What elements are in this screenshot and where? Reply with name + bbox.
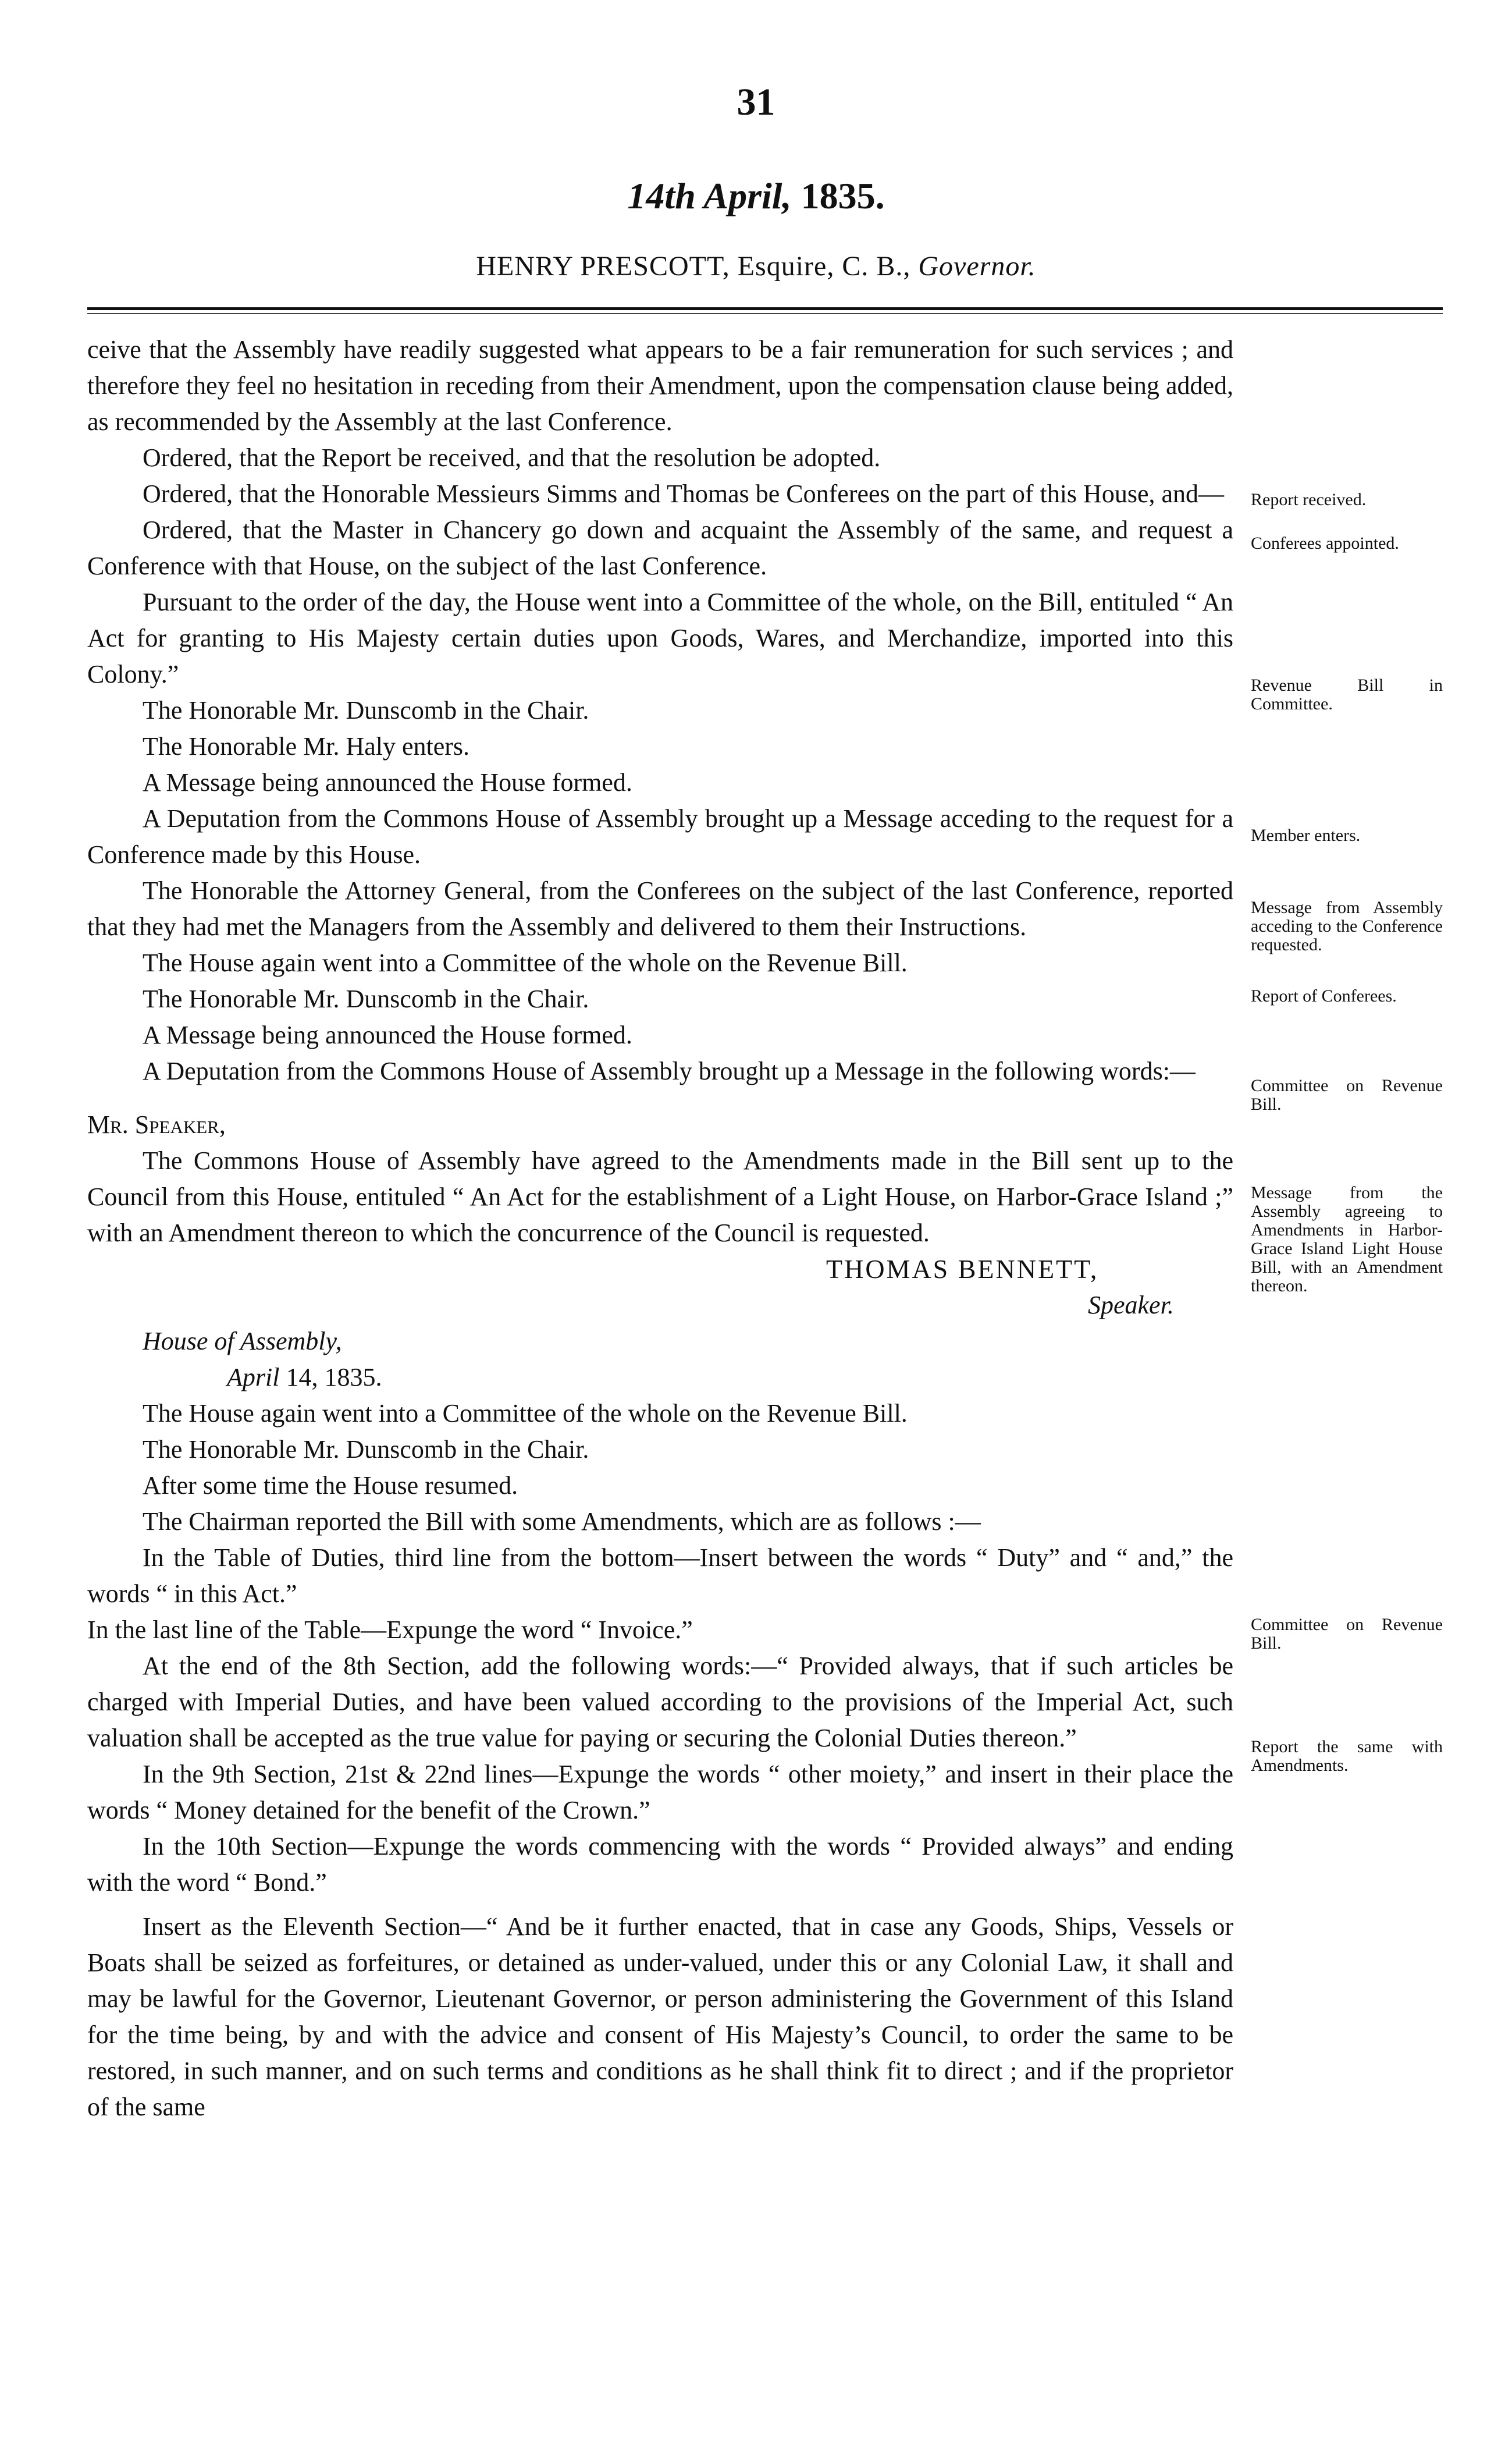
message-place-date <box>87 1359 1233 1396</box>
paragraph: ceive that the Assembly have readily suggested what appears to be a fair remuneration for such services ; and therefore they feel no hesitation in receding from their Amendment, upon the compensation clause being added, as recommended by the Assembly at the last Conference. <box>87 335 1233 436</box>
message-signatory-title: Speaker. <box>1088 1291 1174 1319</box>
message-place-month: April <box>227 1363 280 1391</box>
paragraph: The Honorable Mr. Dunscomb in the Chair. <box>143 985 589 1013</box>
margin-note: Member enters. <box>1251 826 1361 845</box>
margin-note: Report the same with Amendments. <box>1251 1737 1443 1775</box>
paragraph: After some time the House resumed. <box>143 1471 518 1500</box>
paragraph: Insert as the Eleventh Section—“ And be it further enacted, that in case any Goods, Ships, Vessels or Boats shall be seized as forfeitures, or detained as under-valued, under this or any Colonial Law, it shall and may be lawful for the Governor, Lieutenant Governor, or person administering the Government of this Island for the time being, by and with the advice and consent of His Majesty’s Council, to order the same to be restored, in such manner, and on such terms and conditions as he shall think fit to direct ; and if the proprietor of the same <box>87 1912 1233 2121</box>
paragraph: In the Table of Duties, third line from the bottom—Insert between the words “ Duty” and “ and,” the words “ in this Act.” <box>87 1543 1233 1608</box>
paragraph: The Honorable Mr. Haly enters. <box>143 732 470 761</box>
paragraph: The Honorable the Attorney General, from the Conferees on the subject of the last Conference, reported that they had met the Managers from the Assembly and delivered to them their Instructions. <box>87 876 1233 941</box>
header-rule <box>87 307 1443 314</box>
paragraph: Ordered, that the Master in Chancery go down and acquaint the Assembly of the same, and request a Conference with that House, on the subject of the last Conference. <box>87 516 1233 580</box>
paragraph: In the 9th Section, 21st & 22nd lines—Expunge the words “ other moiety,” and insert in their place the words “ Money detained for the benefit of the Crown.” <box>87 1760 1233 1824</box>
date-heading <box>0 175 1512 218</box>
margin-note: Report received. <box>1251 490 1367 509</box>
paragraph: The House again went into a Committee of the whole on the Revenue Bill. <box>143 1399 908 1428</box>
margin-note: Revenue Bill in Committee. <box>1251 676 1443 713</box>
message-place-day: 14, 1835. <box>286 1363 382 1391</box>
message-salutation: Mr. Speaker, <box>87 1110 226 1139</box>
paragraph: Ordered, that the Report be received, and that the resolution be adopted. <box>143 443 881 472</box>
main-text <box>87 332 1233 2125</box>
paragraph: In the last line of the Table—Expunge the word “ Invoice.” <box>87 1615 693 1644</box>
date-year: 1835. <box>801 175 885 216</box>
message-place: House of Assembly, <box>143 1327 342 1355</box>
governor-name: HENRY PRESCOTT, Esquire, C. B., <box>476 251 911 282</box>
paragraph: Ordered, that the Honorable Messieurs Simms and Thomas be Conferees on the part of this House, and— <box>143 480 1224 508</box>
message-signatory: THOMAS BENNETT, <box>826 1254 1099 1284</box>
paragraph: The Honorable Mr. Dunscomb in the Chair. <box>143 696 589 725</box>
margin-note: Committee on Revenue Bill. <box>1251 1615 1443 1653</box>
paragraph: At the end of the 8th Section, add the following words:—“ Provided always, that if such articles be charged with Imperial Duties, and have been valued according to the provisions of the Imperial Act, such valuation shall be accepted as the true value for paying or securing the Colonial Duties thereon.” <box>87 1652 1233 1752</box>
margin-note: Message from Assembly acceding to the Conference requested. <box>1251 898 1443 954</box>
paragraph: The Chairman reported the Bill with some Amendments, which are as follows :— <box>143 1507 981 1536</box>
paragraph: In the 10th Section—Expunge the words commencing with the words “ Provided always” and ending with the word “ Bond.” <box>87 1832 1233 1897</box>
margin-note: Message from the Assembly agreeing to Amendments in Harbor-Grace Island Light House Bill, with an Amendment thereon. <box>1251 1183 1443 1295</box>
paragraph: The Honorable Mr. Dunscomb in the Chair. <box>143 1435 589 1464</box>
margin-note: Report of Conferees. <box>1251 986 1397 1006</box>
margin-note: Committee on Revenue Bill. <box>1251 1076 1443 1114</box>
paragraph: A Message being announced the House formed. <box>143 768 632 797</box>
governor-title: Governor. <box>918 251 1036 282</box>
paragraph: A Deputation from the Commons House of Assembly brought up a Message in the following words:— <box>143 1057 1196 1085</box>
paragraph: Pursuant to the order of the day, the House went into a Committee of the whole, on the Bill, entituled “ An Act for granting to His Majesty certain duties upon Goods, Wares, and Merchandize, imported into this Colony.” <box>87 588 1233 688</box>
date-day: 14th April, <box>627 175 792 216</box>
governor-line <box>0 250 1512 282</box>
message-text: The Commons House of Assembly have agreed to the Amendments made in the Bill sent up to the Council from this House, entituled “ An Act for the establishment of a Light House, on Harbor-Grace Island ;” with an Amendment thereon to which the concurrence of the Council is requested. <box>87 1146 1233 1247</box>
page-number: 31 <box>737 81 775 123</box>
paragraph: A Message being announced the House formed. <box>143 1021 632 1049</box>
paragraph: The House again went into a Committee of the whole on the Revenue Bill. <box>143 949 908 977</box>
paragraph: A Deputation from the Commons House of Assembly brought up a Message acceding to the request for a Conference made by this House. <box>87 804 1233 869</box>
margin-note: Conferees appointed. <box>1251 534 1399 553</box>
